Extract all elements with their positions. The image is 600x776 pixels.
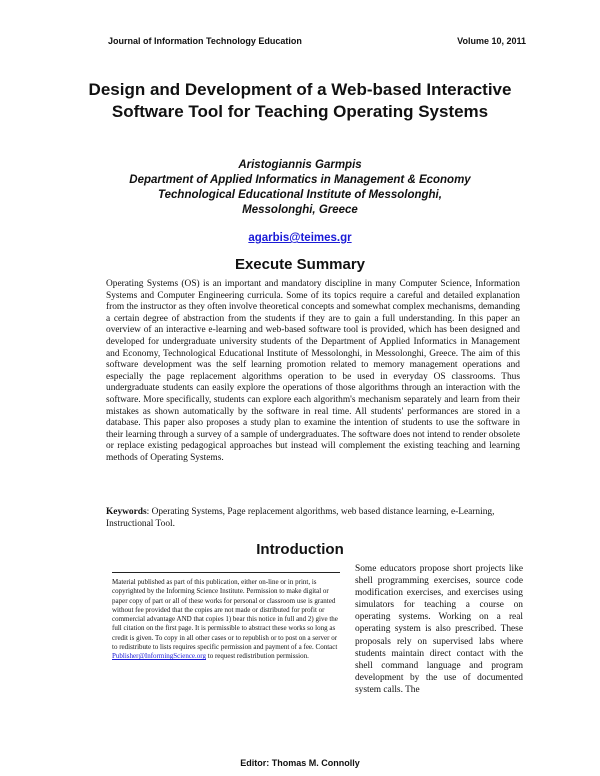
introduction-heading: Introduction bbox=[256, 541, 344, 558]
publisher-contact-link[interactable]: Publisher@InformingScience.org bbox=[112, 652, 206, 661]
volume-label: Volume 10, 2011 bbox=[457, 36, 526, 46]
copyright-text: Material published as part of this publication, either on-line or in print, is copyrighted by the Informing Science Institute. Permission to make digital or paper copy of part or all of these works for personal or classroom use is granted without fee provided that the copies are not made or distributed for profit or commercial advantage AND that copies 1) bear this notice in full and 2) give the full citation on the first page. It is permissible to abstract these works so long as credit is given. To copy in all other cases or to republish or to post on a server or to redistribute to lists requires specific permission and payment of a fee. Contact bbox=[112, 578, 338, 652]
copyright-divider bbox=[112, 572, 340, 573]
editor-footer: Editor: Thomas M. Connolly bbox=[240, 758, 360, 768]
copyright-suffix: to request redistribution permission. bbox=[206, 652, 309, 661]
keywords bbox=[106, 507, 520, 530]
executive-summary-text: Operating Systems (OS) is an important and mandatory discipline in many Computer Science, Information Systems and Computer Engineering curricula. Some of its topics require a careful and detailed explanation from the instructor as they often involve theoretical concepts and somewhat complex mechanisms, demanding a certain degree of abstraction from the students if they are to gain a full understanding. In this paper an overview of an interactive e-learning and web-based software tool is provided, which has been designed and developed for undergraduate university students of the Department of Applied Informatics in Management and Economy, Technological Educational Institute of Messolonghi, in Messolonghi, Greece. The aim of this software development was the self learning promotion related to memory management operations and especially the page replacement algorithms operation to be used in everyday OS classrooms. Thus undergraduate students can easily explore the operations of those algorithms through an interaction with the software. More specifically, students can explore each algorithm's mechanism separately and learn from their mistakes as shown automatically by the software in real time. All students' performances are stored in a database. This paper also proposes a study plan to examine the intention of students to use the software in their learning through a survey of a sample of undergraduates. The software does not intend to render obsolete or replace existing pedagogical approaches but instead will complement the existing teaching and learning methods of Operating Systems. bbox=[106, 279, 520, 463]
keywords-text: : Operating Systems, Page replacement algorithms, web based distance learning, e-Learning, Instructional Tool. bbox=[106, 507, 495, 529]
introduction-text: Some educators propose short projects like shell programming exercises, source code modification exercises, and exercises using simulators for teaching a course on operating systems. Working on a real operating system is also prescribed. These proposals rely on supervised labs where students maintain direct contact with the shell command language and program development by the use of documented system calls. The bbox=[355, 564, 523, 695]
paper-title: Design and Development of a Web-based Interactive Software Tool for Teaching Operating Systems bbox=[88, 80, 512, 121]
author-email-link[interactable]: agarbis@teimes.gr bbox=[248, 232, 352, 244]
author-department: Department of Applied Informatics in Management & Economy bbox=[129, 174, 471, 186]
journal-name: Journal of Information Technology Education bbox=[108, 36, 302, 46]
executive-summary-heading: Execute Summary bbox=[234, 256, 366, 273]
author-location: Messolonghi, Greece bbox=[242, 204, 358, 216]
author-institute: Technological Educational Institute of Messolonghi, bbox=[158, 189, 442, 201]
author-block bbox=[70, 158, 530, 218]
copyright-notice bbox=[112, 578, 340, 662]
author-name: Aristogiannis Garmpis bbox=[238, 159, 362, 171]
keywords-label: Keywords bbox=[106, 507, 147, 517]
